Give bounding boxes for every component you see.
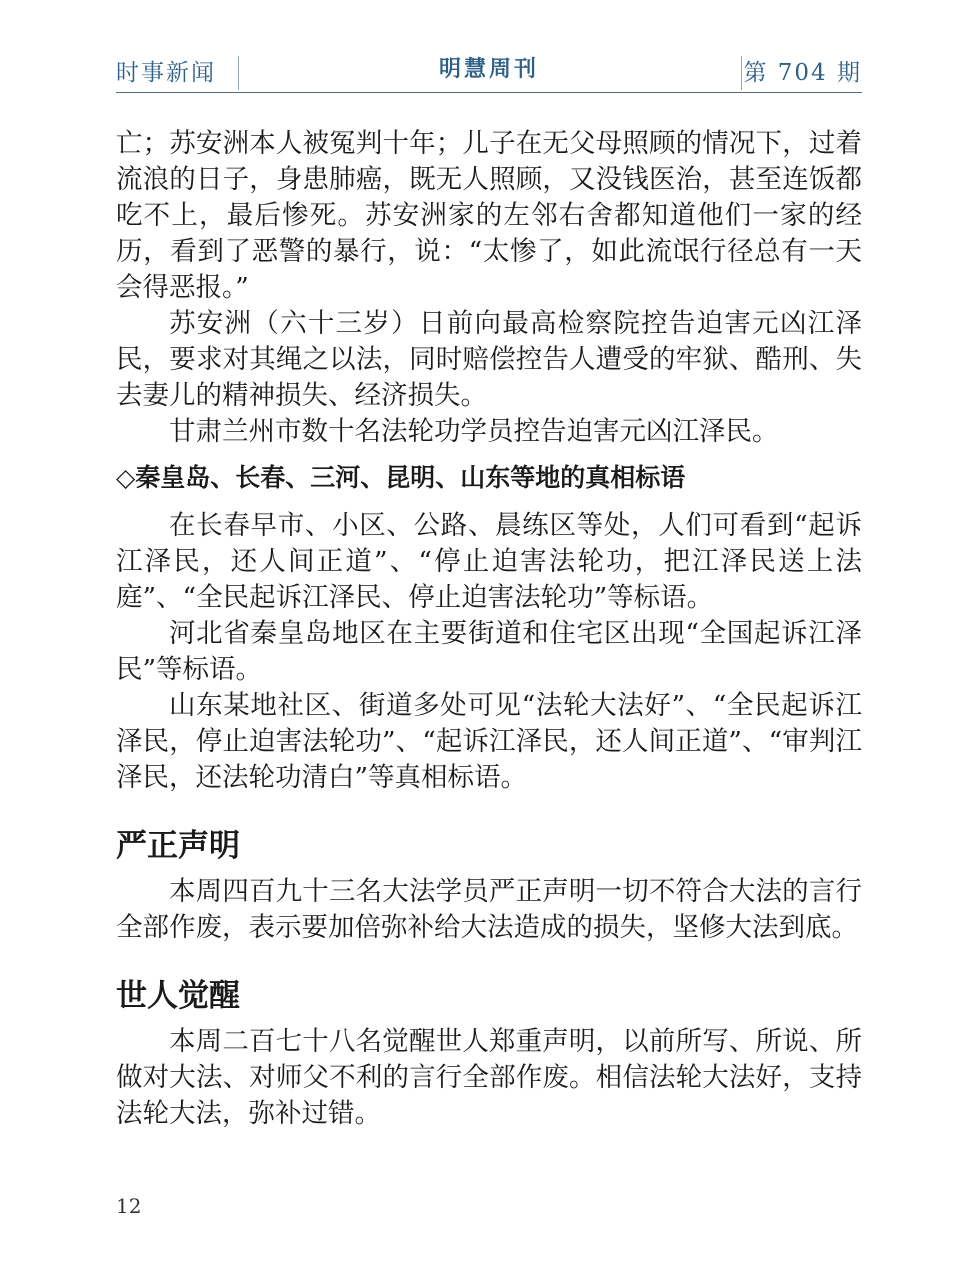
statement-paragraph: 本周四百九十三名大法学员严正声明一切不符合大法的言行全部作废，表示要加倍弥补给大法造成的损失，坚修大法到底。: [116, 876, 862, 943]
article-body: [116, 126, 862, 1132]
paragraph: 山东某地社区、街道多处可见“法轮大法好”、“全民起诉江泽民，停止迫害法轮功”、“起诉江泽民，还人间正道”、“审判江泽民，还法轮功清白”等真相标语。: [116, 690, 862, 793]
publication-title: 明慧周刊: [438, 57, 539, 82]
news-subheading: ◇秦皇岛、长春、三河、昆明、山东等地的真相标语: [116, 463, 686, 492]
awakening-paragraph: 本周二百七十八名觉醒世人郑重声明，以前所写、所说、所做对大法、对师父不利的言行全部作废。相信法轮大法好，支持法轮大法，弥补过错。: [116, 1026, 862, 1129]
page-header: [116, 52, 862, 93]
paragraph: 河北省秦皇岛地区在主要街道和住宅区出现“全国起诉江泽民”等标语。: [116, 618, 862, 685]
section-heading-awakening: 世人觉醒: [116, 978, 240, 1014]
page-number: 12: [116, 1194, 142, 1218]
issue-number: 第 704 期: [743, 60, 862, 86]
paragraph-continued: 亡；苏安洲本人被冤判十年；儿子在无父母照顾的情况下，过着流浪的日子，身患肺癌，既无人照顾，又没钱医治，甚至连饭都吃不上，最后惨死。苏安洲家的左邻右舍都知道他们一家的经历，看到了恶警的暴行，说：“太惨了，如此流氓行径总有一天会得恶报。”: [116, 128, 862, 303]
paragraph: 在长春早市、小区、公路、晨练区等处，人们可看到“起诉江泽民，还人间正道”、“停止迫害法轮功，把江泽民送上法庭”、“全民起诉江泽民、停止迫害法轮功”等标语。: [116, 510, 862, 613]
paragraph: 甘肃兰州市数十名法轮功学员控告迫害元凶江泽民。: [169, 416, 779, 447]
header-divider-right: [741, 56, 742, 90]
section-heading-statement: 严正声明: [116, 828, 240, 864]
paragraph: 苏安洲（六十三岁）日前向最高检察院控告迫害元凶江泽民，要求对其绳之以法，同时赔偿控告人遭受的牢狱、酷刑、失去妻儿的精神损失、经济损失。: [116, 308, 862, 411]
section-label: 时事新闻: [116, 60, 216, 86]
